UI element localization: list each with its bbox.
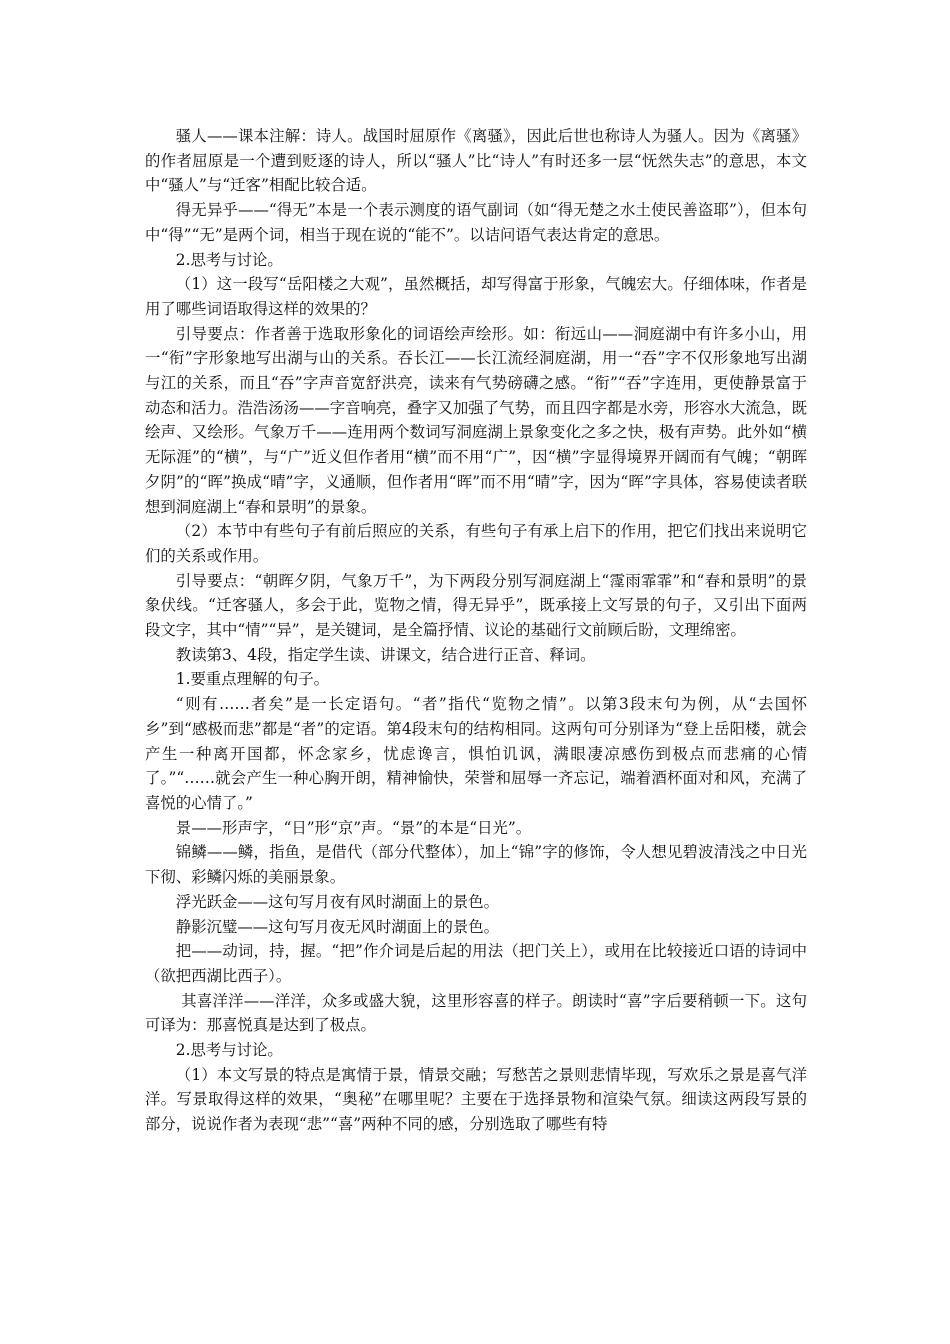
question-2: （2）本节中有些句子有前后照应的关系，有些句子有承上启下的作用，把它们找出来说明它们的关系或作用。	[145, 522, 807, 565]
question-1: （1）这一段写“岳阳楼之大观”，虽然概括，却写得富于形象，气魄宏大。仔细体味，作者是用了哪些词语取得这样的效果的？	[145, 275, 807, 318]
document-page	[145, 124, 807, 1137]
word-note-fuguangyuejin: 浮光跃金——这句写月夜有风时湖面上的景色。	[175, 892, 500, 911]
guidance-1: 引导要点：作者善于选取形象化的词语绘声绘形。如：衔远山——洞庭湖中有许多小山，用一“衔”字形象地写出湖与山的关系。吞长江——长江流经洞庭湖，用一“吞”字不仅形象地写出湖与江的关系，而且“吞”字声音宽舒洪亮，读来有气势磅礴之感。“衔”“吞”字连用，更使静景富于动态和活力。浩浩汤汤——字音响亮，叠字又加强了气势，而且四字都是水旁，形容水大流急，既绘声、又绘形。气象万千——连用两个数词写洞庭湖上景象变化之多之快，极有声势。此外如“横无际涯”的“横”，与“广”近义但作者用“横”而不用“广”，因“横”字显得境界开阔而有气魄；“朝晖夕阴”的“晖”换成“晴”字，义通顺，但作者用“晖”而不用“晴”字，因为“晖”字具体，容易使读者联想到洞庭湖上“春和景明”的景象。	[145, 324, 807, 516]
section-heading-discussion-1: 2.思考与讨论。	[175, 250, 283, 269]
section-heading-key-sentences: 1.要重点理解的句子。	[175, 670, 329, 689]
question-scenery: （1）本文写景的特点是寓情于景，情景交融；写愁苦之景则悲情毕现，写欢乐之景是喜气洋洋。写景取得这样的效果，“奥秘”在哪里呢？主要在于选择景物和渲染气氛。细读这两段写景的部分，说说作者为表现“悲”“喜”两种不同的感，分别选取了哪些有特	[145, 1065, 807, 1134]
teaching-paragraph-3-4: 教读第3、4段，指定学生读、讲课文，结合进行正音、释词。	[175, 645, 596, 664]
guidance-2: 引导要点：“朝晖夕阴，气象万千”，为下两段分别写洞庭湖上“霪雨霏霏”和“春和景明”的景象伏线。“迁客骚人，多会于此，览物之情，得无异乎”，既承接上文写景的句子，又引出下面两段文字，其中“情”“异”，是关键词，是全篇抒情、议论的基础行文前顾后盼，文理绵密。	[145, 571, 807, 640]
sentence-explanation: “则有……者矣”是一长定语句。“者”指代“览物之情”。以第3段末句为例，从“去国怀乡”到“感极而悲”都是“者”的定语。第4段末句的结构相同。这两句可分别译为“登上岳阳楼，就会产生一种离开国都，怀念家乡，忧虑谗言，惧怕讥讽，满眼凄凉感伤到极点而悲痛的心情了。”“……就会产生一种心胸开朗，精神愉快，荣誉和屈辱一齐忘记，端着酒杯面对和风，充满了喜悦的心情了。”	[145, 695, 807, 812]
paragraph-saoren: 骚人——课本注解：诗人。战国时屈原作《离骚》，因此后世也称诗人为骚人。因为《离骚》的作者屈原是一个遭到贬逐的诗人，所以“骚人”比“诗人”有时还多一层“怃然失志”的意思，本文中“骚人”与“迁客”相配比较合适。	[145, 127, 807, 195]
word-note-ba: 把——动词，持，握。“把”作介词是后起的用法（把门关上），或用在比较接近口语的诗词中（欲把西湖比西子）。	[145, 942, 807, 985]
word-note-jingyingchenbi: 静影沉璧——这句写月夜无风时湖面上的景色。	[175, 917, 500, 936]
word-note-jinlin: 锦鳞——鳞，指鱼，是借代（部分代整体），加上“锦”字的修饰，令人想见碧波清浅之中日光下彻、彩鳞闪烁的美丽景象。	[145, 843, 807, 887]
section-heading-discussion-2: 2.思考与讨论。	[175, 1041, 283, 1060]
paragraph-dewuyihu: 得无异乎——“得无”本是一个表示测度的语气副词（如“得无楚之水土使民善盗耶”），但本句中“得”“无”是两个词，相当于现在说的“能不”。以诘问语气表达肯定的意思。	[145, 201, 807, 244]
word-note-jing: 景——形声字，“日”形“京”声。“景”的本是“日光”。	[175, 818, 532, 837]
word-note-qixiyangyang: 其喜洋洋——洋洋，众多或盛大貌，这里形容喜的样子。朗读时“喜”字后要稍顿一下。这句可译为：那喜悦真是达到了极点。	[145, 991, 807, 1035]
